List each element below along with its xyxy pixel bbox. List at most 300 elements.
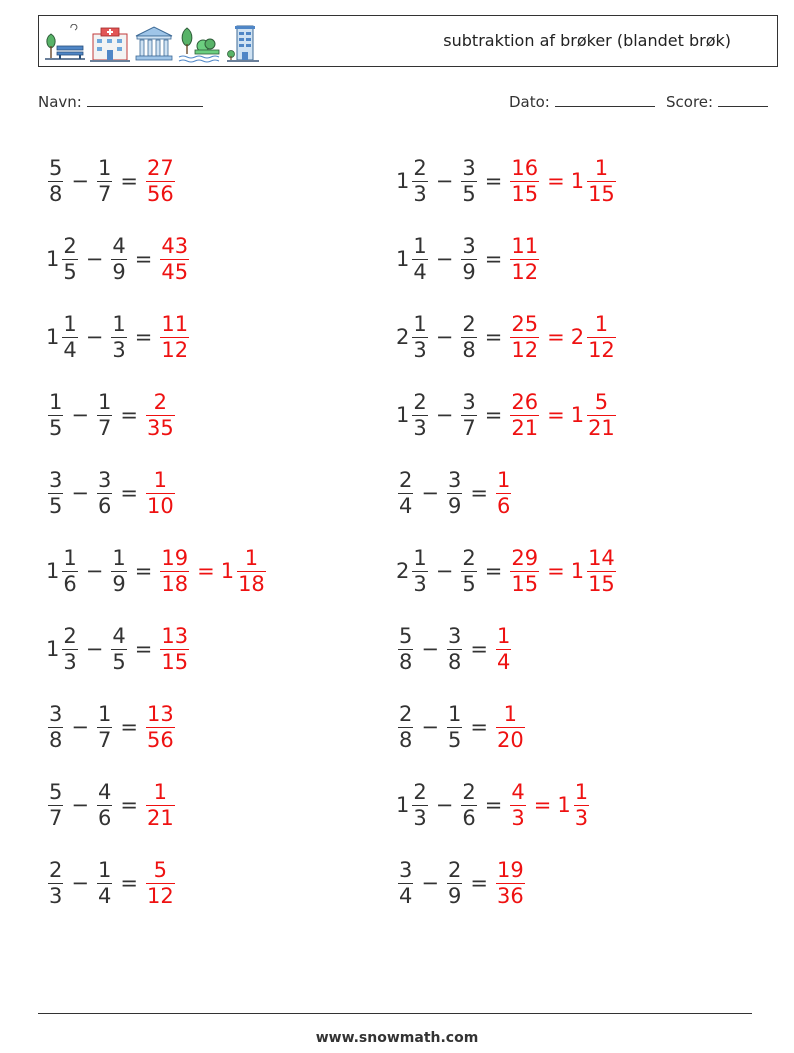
subtrahend-fraction — [97, 468, 112, 519]
equals-sign: = — [484, 793, 503, 817]
answer-improper-numerator: 26 — [511, 389, 539, 414]
answer-improper-fraction — [496, 858, 525, 909]
answer-improper-fraction — [146, 156, 175, 207]
answer-improper-fraction — [510, 312, 539, 363]
equals-sign: = — [484, 325, 503, 349]
minus-sign: − — [71, 793, 89, 817]
answer-improper-denominator: 15 — [161, 649, 189, 674]
minuend-numerator: 1 — [413, 545, 427, 570]
name-blank — [87, 92, 203, 107]
minuend-numerator: 5 — [49, 155, 63, 180]
minus-sign: − — [435, 247, 454, 271]
answer-improper-fraction — [146, 390, 175, 441]
subtrahend-numerator: 4 — [97, 779, 112, 804]
answer-improper-denominator: 12 — [146, 883, 174, 908]
minuend-denominator: 6 — [63, 571, 77, 596]
problems-right-column — [396, 142, 618, 922]
problem-row — [396, 844, 618, 922]
subtrahend-denominator: 6 — [97, 805, 112, 830]
problem-row — [396, 142, 618, 220]
answer-mixed-whole: 1 — [220, 559, 235, 583]
answer-improper-numerator: 1 — [153, 779, 168, 804]
answer — [144, 468, 177, 519]
subtrahend-numerator: 3 — [462, 155, 476, 180]
subtrahend-fraction — [111, 546, 126, 597]
subtrahend-numerator: 1 — [447, 701, 462, 726]
score-blank — [718, 92, 768, 107]
answer-improper-denominator: 56 — [146, 181, 174, 206]
answer-mixed-numerator: 1 — [594, 155, 609, 180]
subtrahend-fraction — [461, 546, 476, 597]
answer-improper-fraction — [146, 468, 175, 519]
answer-improper-fraction — [510, 546, 539, 597]
answer-improper-fraction — [146, 702, 175, 753]
minuend-denominator: 8 — [49, 181, 63, 206]
minus-sign: − — [421, 715, 439, 739]
answer-mixed-whole: 1 — [557, 793, 571, 817]
answer — [494, 624, 513, 675]
name-label: Navn: — [38, 93, 82, 111]
minuend-denominator: 3 — [63, 649, 77, 674]
minuend-numerator: 2 — [413, 155, 427, 180]
minuend-whole: 1 — [46, 325, 60, 349]
answer-mixed-whole: 1 — [570, 559, 585, 583]
answer-mixed-denominator: 15 — [588, 571, 615, 596]
equals-sign: = — [484, 403, 503, 427]
answer — [158, 234, 191, 285]
answer-improper-fraction — [146, 858, 175, 909]
problem-row — [396, 688, 618, 766]
minus-sign: − — [435, 559, 454, 583]
minuend-denominator: 4 — [399, 493, 413, 518]
equals-sign: = — [470, 715, 488, 739]
minus-sign: − — [85, 559, 104, 583]
score-field — [666, 92, 768, 111]
answer-equals-sign: = — [547, 325, 565, 349]
subtrahend-numerator: 2 — [462, 545, 476, 570]
answer — [158, 312, 191, 363]
subtrahend-fraction — [97, 156, 112, 207]
subtrahend-numerator: 1 — [112, 545, 126, 570]
minuend-numerator: 3 — [49, 701, 63, 726]
minuend-fraction — [62, 312, 77, 363]
subtrahend-fraction — [461, 312, 476, 363]
date-blank — [555, 92, 655, 107]
answer — [508, 234, 541, 285]
answer-improper-numerator: 13 — [146, 701, 174, 726]
minuend-numerator: 2 — [63, 233, 77, 258]
subtrahend-denominator: 7 — [97, 727, 112, 752]
answer-mixed-denominator: 12 — [588, 337, 615, 362]
subtrahend-numerator: 1 — [97, 701, 112, 726]
problem-row — [46, 376, 268, 454]
minuend-whole: 1 — [46, 559, 60, 583]
minuend-whole: 1 — [396, 169, 410, 193]
answer-improper-denominator: 4 — [496, 649, 511, 674]
minuend-fraction — [412, 546, 427, 597]
subtrahend-denominator: 7 — [462, 415, 476, 440]
answer — [508, 390, 617, 441]
minus-sign: − — [71, 403, 89, 427]
minuend-whole: 2 — [396, 325, 410, 349]
minuend-fraction — [412, 390, 427, 441]
equals-sign: = — [484, 169, 503, 193]
park-trees-icon — [177, 24, 223, 64]
answer-improper-numerator: 4 — [511, 779, 525, 804]
minus-sign: − — [71, 169, 89, 193]
subtrahend-numerator: 4 — [112, 233, 126, 258]
score-label: Score: — [666, 93, 714, 111]
park-bench-icon — [43, 24, 87, 64]
footer-url: www.snowmath.com — [315, 1030, 479, 1046]
footer-divider — [38, 1013, 752, 1014]
date-label: Dato: — [509, 93, 550, 111]
answer-improper-fraction — [510, 780, 525, 831]
problem-row — [396, 610, 618, 688]
answer-mixed-whole: 2 — [570, 325, 585, 349]
subtrahend-fraction — [97, 390, 112, 441]
answer-improper-fraction — [510, 156, 539, 207]
answer-equals-sign: = — [547, 559, 565, 583]
minuend-denominator: 3 — [413, 805, 427, 830]
answer-improper-denominator: 21 — [511, 415, 539, 440]
answer-improper-fraction — [496, 468, 511, 519]
answer — [144, 702, 177, 753]
subtrahend-fraction — [111, 312, 126, 363]
answer-improper-fraction — [510, 234, 539, 285]
equals-sign: = — [484, 247, 503, 271]
equals-sign: = — [120, 871, 138, 895]
equals-sign: = — [470, 637, 488, 661]
subtrahend-fraction — [97, 858, 112, 909]
answer-improper-numerator: 43 — [161, 233, 189, 258]
minuend-fraction — [412, 156, 427, 207]
subtrahend-numerator: 3 — [447, 623, 462, 648]
answer-improper-fraction — [496, 624, 511, 675]
subtrahend-fraction — [447, 702, 462, 753]
problem-row — [46, 610, 268, 688]
subtrahend-denominator: 5 — [462, 571, 476, 596]
date-field — [509, 92, 655, 111]
minuend-whole: 1 — [46, 637, 60, 661]
equals-sign: = — [120, 169, 138, 193]
problem-row — [396, 454, 618, 532]
subtrahend-numerator: 1 — [112, 311, 126, 336]
answer-improper-denominator: 56 — [146, 727, 174, 752]
answer — [158, 546, 267, 597]
minuend-fraction — [62, 234, 77, 285]
subtrahend-fraction — [461, 390, 476, 441]
minus-sign: − — [85, 247, 104, 271]
subtrahend-denominator: 9 — [447, 883, 462, 908]
answer-mixed-denominator: 15 — [588, 181, 615, 206]
answer — [494, 702, 527, 753]
answer-improper-fraction — [160, 312, 189, 363]
answer-improper-numerator: 13 — [161, 623, 189, 648]
problem-row — [396, 220, 618, 298]
subtrahend-fraction — [97, 702, 112, 753]
problem-row — [46, 532, 268, 610]
answer-improper-fraction — [160, 624, 189, 675]
subtrahend-numerator: 3 — [462, 233, 476, 258]
answer-mixed-fraction — [574, 780, 589, 831]
answer-improper-fraction — [160, 234, 189, 285]
minus-sign: − — [421, 871, 439, 895]
subtrahend-fraction — [461, 234, 476, 285]
problem-row — [46, 688, 268, 766]
problem-row — [46, 298, 268, 376]
subtrahend-denominator: 7 — [97, 181, 112, 206]
minuend-denominator: 5 — [49, 493, 63, 518]
equals-sign: = — [120, 793, 138, 817]
minuend-fraction — [398, 858, 413, 909]
office-tower-icon — [225, 24, 261, 64]
header-icons — [43, 18, 261, 64]
answer-mixed-fraction — [587, 312, 616, 363]
equals-sign: = — [120, 715, 138, 739]
minus-sign: − — [71, 871, 89, 895]
answer-improper-numerator: 11 — [161, 311, 189, 336]
subtrahend-denominator: 8 — [447, 649, 462, 674]
answer-mixed-numerator: 14 — [588, 545, 615, 570]
answer-improper-numerator: 1 — [153, 467, 168, 492]
subtrahend-fraction — [447, 624, 462, 675]
subtrahend-numerator: 1 — [97, 857, 112, 882]
subtrahend-denominator: 6 — [97, 493, 112, 518]
minuend-whole: 1 — [396, 793, 410, 817]
hospital-icon — [89, 24, 131, 64]
answer-mixed-numerator: 1 — [244, 545, 259, 570]
answer — [158, 624, 191, 675]
answer-improper-denominator: 12 — [161, 337, 189, 362]
minuend-fraction — [398, 624, 413, 675]
minuend-denominator: 4 — [399, 883, 413, 908]
minuend-fraction — [48, 156, 63, 207]
minuend-denominator: 3 — [413, 181, 427, 206]
subtrahend-denominator: 4 — [97, 883, 112, 908]
equals-sign: = — [470, 871, 488, 895]
subtrahend-numerator: 4 — [112, 623, 126, 648]
answer — [144, 390, 177, 441]
answer — [494, 468, 513, 519]
minuend-fraction — [412, 234, 427, 285]
problem-row — [46, 220, 268, 298]
minus-sign: − — [71, 481, 89, 505]
problems-left-column — [46, 142, 268, 922]
minuend-denominator: 3 — [413, 415, 427, 440]
minuend-denominator: 4 — [413, 259, 427, 284]
problem-row — [396, 298, 618, 376]
minuend-fraction — [48, 780, 63, 831]
answer-mixed-denominator: 3 — [574, 805, 589, 830]
answer-improper-fraction — [146, 780, 175, 831]
answer-improper-denominator: 35 — [146, 415, 174, 440]
answer-mixed-numerator: 1 — [594, 311, 609, 336]
answer-improper-numerator: 2 — [153, 389, 168, 414]
answer-mixed-fraction — [587, 390, 616, 441]
answer-mixed-whole: 1 — [570, 403, 585, 427]
minuend-denominator: 8 — [49, 727, 63, 752]
answer — [508, 312, 617, 363]
minus-sign: − — [71, 715, 89, 739]
subtrahend-denominator: 9 — [462, 259, 476, 284]
equals-sign: = — [120, 481, 138, 505]
answer-improper-denominator: 18 — [161, 571, 189, 596]
answer-improper-denominator: 36 — [496, 883, 524, 908]
problem-row — [396, 376, 618, 454]
answer — [508, 546, 617, 597]
answer-mixed-numerator: 5 — [594, 389, 609, 414]
subtrahend-denominator: 9 — [112, 259, 126, 284]
name-field — [38, 92, 203, 111]
subtrahend-denominator: 9 — [447, 493, 462, 518]
subtrahend-fraction — [447, 468, 462, 519]
answer-improper-numerator: 1 — [496, 623, 511, 648]
answer — [144, 858, 177, 909]
minuend-fraction — [398, 702, 413, 753]
answer-mixed-fraction — [587, 546, 616, 597]
problem-row — [46, 844, 268, 922]
minuend-denominator: 4 — [63, 337, 77, 362]
minuend-numerator: 2 — [413, 389, 427, 414]
subtrahend-denominator: 7 — [97, 415, 112, 440]
minuend-numerator: 2 — [63, 623, 77, 648]
minuend-numerator: 3 — [49, 467, 63, 492]
subtrahend-fraction — [97, 780, 112, 831]
minuend-whole: 1 — [396, 403, 410, 427]
answer-improper-numerator: 27 — [146, 155, 174, 180]
answer-improper-denominator: 15 — [511, 181, 539, 206]
problem-row — [396, 532, 618, 610]
minuend-numerator: 5 — [49, 779, 63, 804]
minus-sign: − — [435, 325, 454, 349]
minuend-denominator: 7 — [49, 805, 63, 830]
subtrahend-denominator: 6 — [462, 805, 476, 830]
answer-equals-sign: = — [547, 169, 565, 193]
minuend-fraction — [62, 546, 77, 597]
answer-improper-denominator: 15 — [511, 571, 539, 596]
problem-row — [46, 142, 268, 220]
answer-mixed-numerator: 1 — [574, 779, 589, 804]
minuend-numerator: 1 — [63, 311, 77, 336]
minuend-numerator: 2 — [399, 701, 413, 726]
subtrahend-denominator: 8 — [462, 337, 476, 362]
subtrahend-numerator: 2 — [447, 857, 462, 882]
minuend-numerator: 1 — [49, 389, 63, 414]
answer-improper-fraction — [160, 546, 189, 597]
subtrahend-denominator: 5 — [112, 649, 126, 674]
museum-icon — [133, 24, 175, 64]
equals-sign: = — [484, 559, 503, 583]
minuend-fraction — [48, 702, 63, 753]
subtrahend-numerator: 3 — [97, 467, 112, 492]
header-box — [38, 15, 778, 67]
minuend-whole: 2 — [396, 559, 410, 583]
minus-sign: − — [435, 403, 454, 427]
equals-sign: = — [134, 247, 153, 271]
answer-improper-numerator: 19 — [161, 545, 189, 570]
minuend-whole: 1 — [396, 247, 410, 271]
minuend-whole: 1 — [46, 247, 60, 271]
minuend-denominator: 5 — [49, 415, 63, 440]
minus-sign: − — [435, 169, 454, 193]
answer — [144, 780, 177, 831]
subtrahend-denominator: 9 — [112, 571, 126, 596]
subtrahend-numerator: 1 — [97, 155, 112, 180]
subtrahend-fraction — [461, 780, 476, 831]
answer-mixed-fraction — [237, 546, 266, 597]
minuend-denominator: 3 — [413, 571, 427, 596]
answer-mixed-denominator: 21 — [588, 415, 615, 440]
subtrahend-numerator: 3 — [447, 467, 462, 492]
subtrahend-denominator: 5 — [447, 727, 462, 752]
minuend-numerator: 2 — [413, 779, 427, 804]
subtrahend-fraction — [447, 858, 462, 909]
subtrahend-numerator: 2 — [462, 779, 476, 804]
subtrahend-denominator: 5 — [462, 181, 476, 206]
problem-row — [46, 454, 268, 532]
answer-mixed-fraction — [587, 156, 616, 207]
worksheet-title: subtraktion af brøker (blandet brøk) — [443, 31, 731, 50]
answer-improper-denominator: 12 — [511, 259, 539, 284]
subtrahend-denominator: 3 — [112, 337, 126, 362]
answer-improper-numerator: 1 — [496, 467, 511, 492]
minuend-fraction — [398, 468, 413, 519]
problem-row — [46, 766, 268, 844]
answer-improper-fraction — [496, 702, 525, 753]
answer-improper-fraction — [510, 390, 539, 441]
minuend-fraction — [412, 780, 427, 831]
answer-mixed-whole: 1 — [570, 169, 585, 193]
answer-improper-numerator: 19 — [496, 857, 524, 882]
minuend-denominator: 3 — [49, 883, 63, 908]
equals-sign: = — [134, 325, 153, 349]
answer-equals-sign: = — [533, 793, 552, 817]
answer — [144, 156, 177, 207]
minuend-denominator: 3 — [413, 337, 427, 362]
minuend-denominator: 5 — [63, 259, 77, 284]
minus-sign: − — [435, 793, 454, 817]
minuend-numerator: 1 — [413, 233, 427, 258]
answer-improper-denominator: 3 — [511, 805, 525, 830]
answer-improper-numerator: 29 — [511, 545, 539, 570]
equals-sign: = — [134, 559, 153, 583]
minus-sign: − — [85, 325, 104, 349]
minuend-numerator: 2 — [399, 467, 413, 492]
answer-improper-numerator: 1 — [503, 701, 518, 726]
answer-improper-denominator: 10 — [146, 493, 174, 518]
minuend-numerator: 1 — [63, 545, 77, 570]
minuend-fraction — [412, 312, 427, 363]
equals-sign: = — [120, 403, 138, 427]
answer-improper-denominator: 21 — [146, 805, 174, 830]
answer-equals-sign: = — [197, 559, 215, 583]
subtrahend-numerator: 3 — [462, 389, 476, 414]
equals-sign: = — [470, 481, 488, 505]
minuend-fraction — [62, 624, 77, 675]
answer-mixed-denominator: 18 — [238, 571, 265, 596]
minuend-numerator: 2 — [49, 857, 63, 882]
answer-improper-denominator: 12 — [511, 337, 539, 362]
answer-improper-denominator: 6 — [496, 493, 511, 518]
minuend-fraction — [48, 858, 63, 909]
subtrahend-fraction — [111, 624, 126, 675]
minuend-fraction — [48, 390, 63, 441]
subtrahend-numerator: 1 — [97, 389, 112, 414]
answer — [508, 156, 617, 207]
subtrahend-fraction — [111, 234, 126, 285]
answer-improper-numerator: 16 — [511, 155, 539, 180]
